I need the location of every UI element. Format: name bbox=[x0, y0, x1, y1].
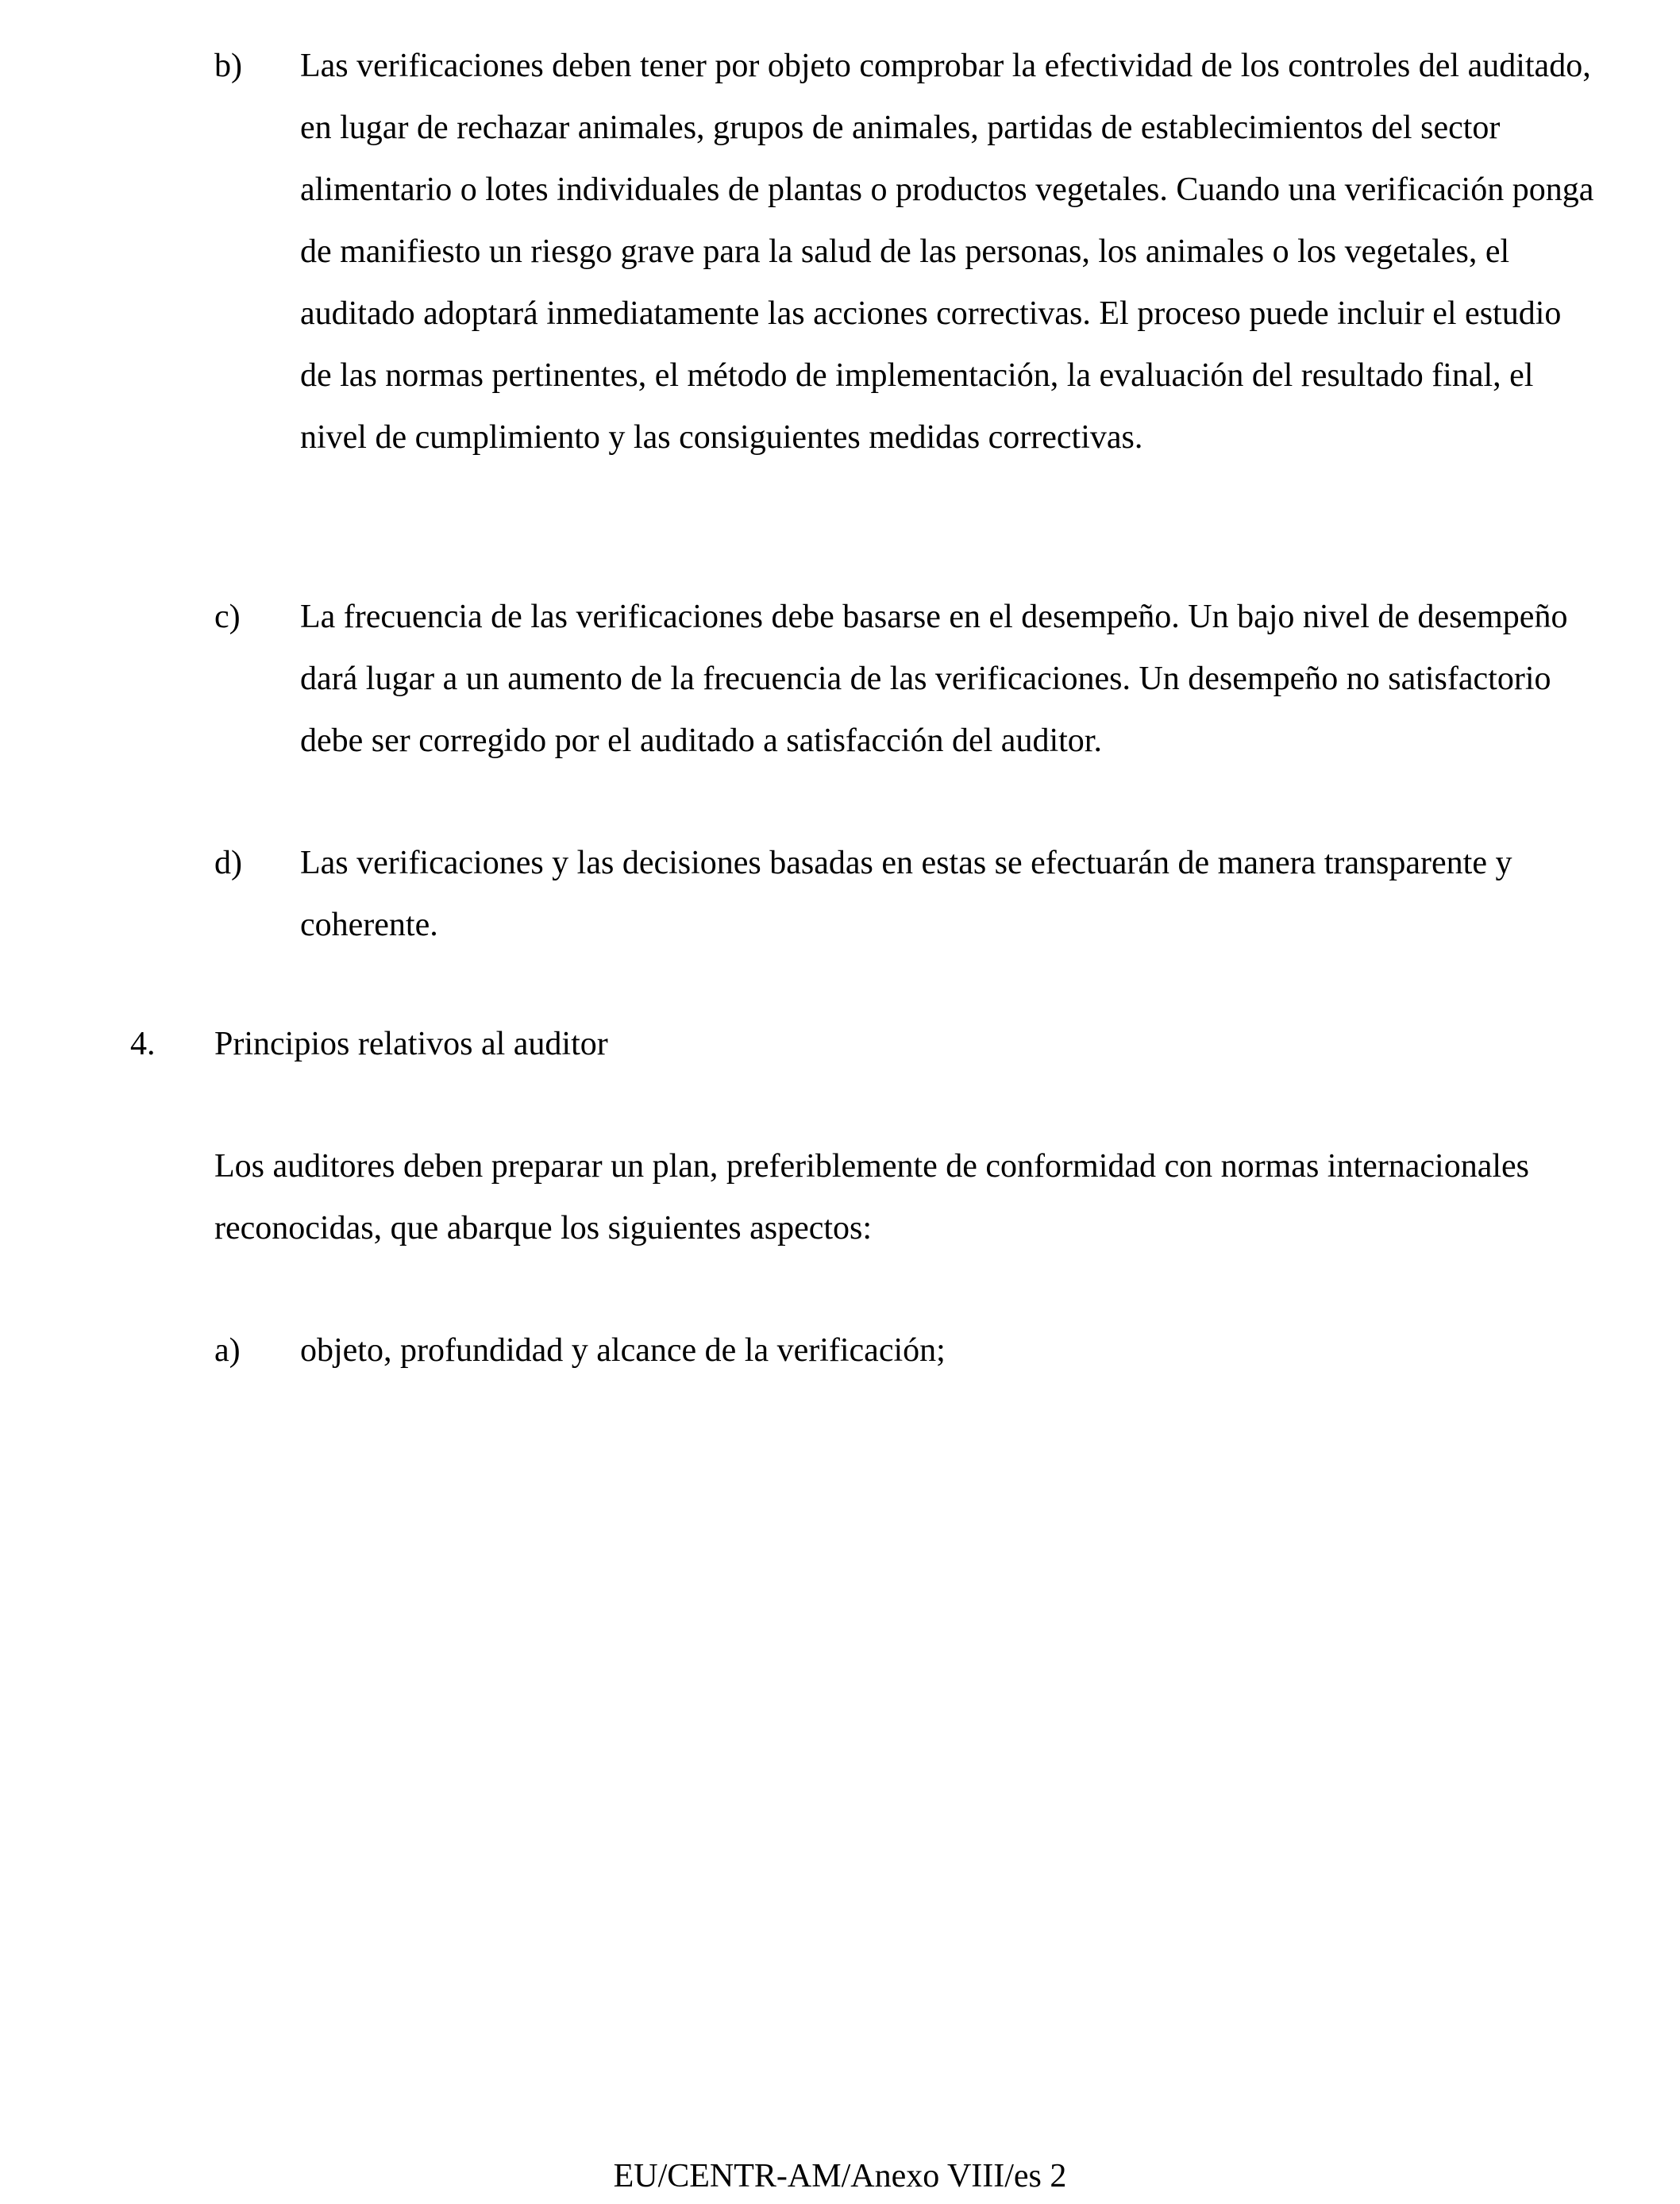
list-text-c: La frecuencia de las verificaciones debe basarse en el desempeño. Un bajo nivel de desempeño dará lugar a un aumento de la frecuencia de las verificaciones. Un desempeño no satisfactorio debe ser corregido por el auditado a satisfacción del auditor. bbox=[300, 599, 1568, 759]
list-marker-a: a) bbox=[214, 1332, 241, 1369]
page-footer-reference: EU/CENTR-AM/Anexo VIII/es 2 bbox=[613, 2158, 1067, 2194]
list-text-a: objeto, profundidad y alcance de la verificación; bbox=[300, 1332, 946, 1369]
section-4-heading bbox=[130, 1013, 1599, 1075]
list-item-b bbox=[214, 35, 1596, 468]
list-text-d: Las verificaciones y las decisiones basadas en estas se efectuarán de manera transparente y coherente. bbox=[300, 845, 1512, 943]
section-title: Principios relativos al auditor bbox=[214, 1026, 608, 1062]
section-4-intro: Los auditores deben preparar un plan, preferiblemente de conformidad con normas internacionales reconocidas, que abarque los siguientes aspectos: bbox=[214, 1148, 1530, 1246]
list-text-b: Las verificaciones deben tener por objeto comprobar la efectividad de los controles del auditado, en lugar de rechazar animales, grupos de animales, partidas de establecimientos del sector alimentario o lotes individuales de plantas o productos vegetales. Cuando una verificación ponga de manifiesto un riesgo grave para la salud de las personas, los animales o los vegetales, el auditado adoptará inmediatamente las acciones correctivas. El proceso puede incluir el estudio de las normas pertinentes, el método de implementación, la evaluación del resultado final, el nivel de cumplimiento y las consiguientes medidas correctivas. bbox=[300, 48, 1594, 456]
list-item-c bbox=[214, 586, 1596, 772]
list-item-d bbox=[214, 832, 1596, 956]
list-marker-c: c) bbox=[214, 599, 241, 635]
section-number: 4. bbox=[130, 1026, 156, 1062]
list-item-a bbox=[214, 1320, 1596, 1381]
list-marker-d: d) bbox=[214, 845, 242, 881]
list-marker-b: b) bbox=[214, 48, 242, 84]
